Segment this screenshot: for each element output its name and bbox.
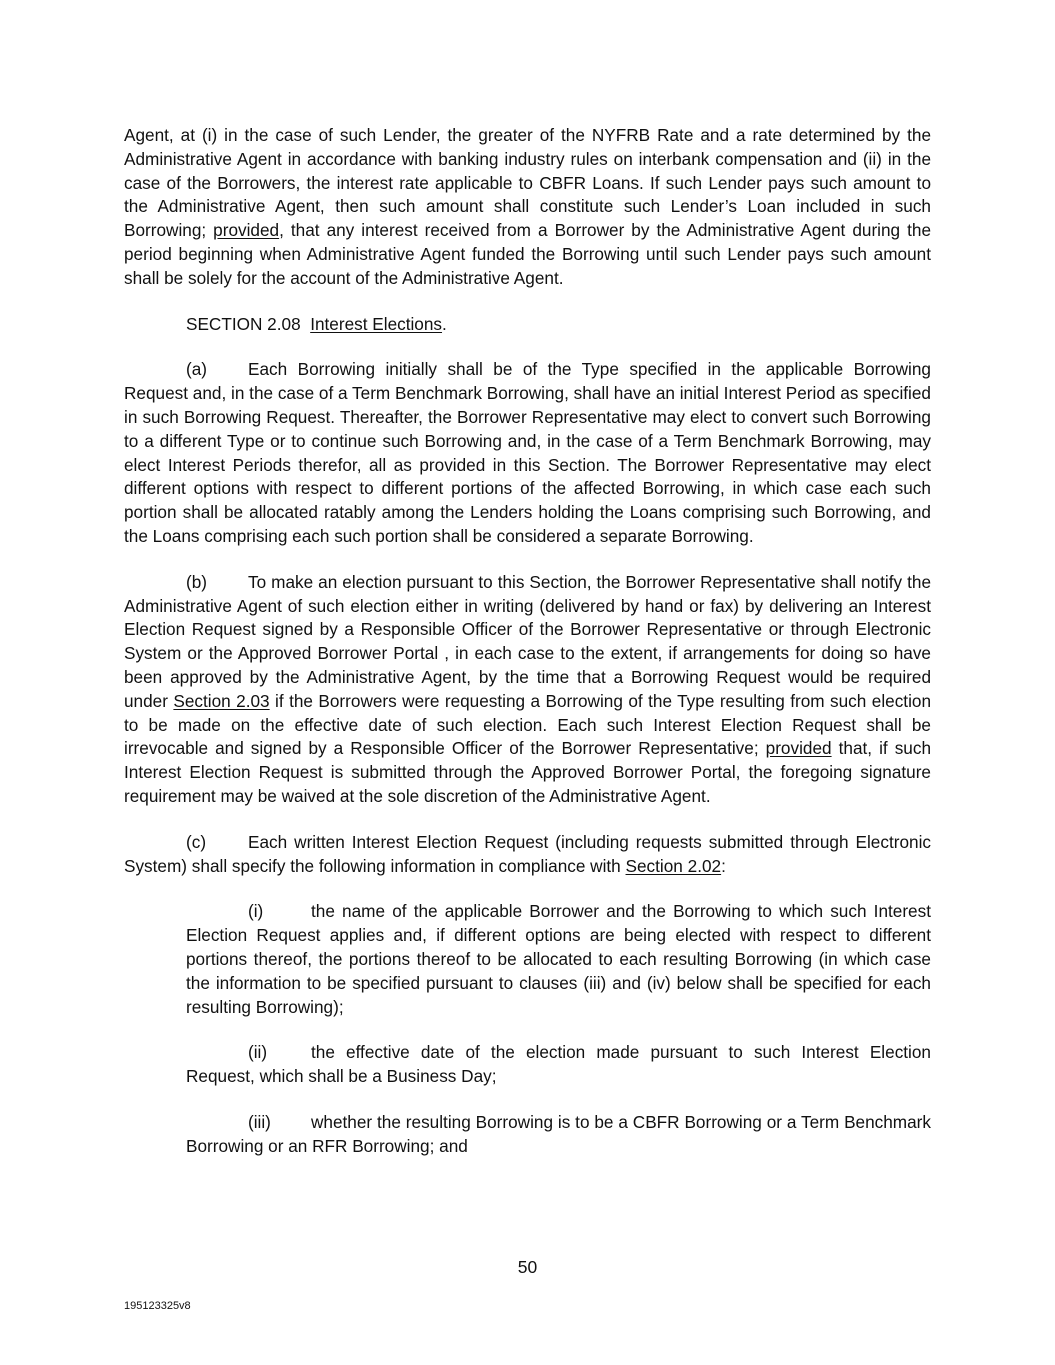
paragraph-label: (b) — [186, 571, 208, 592]
page-body — [124, 124, 931, 1158]
paragraph-b: (b) To make an election pursuant to this Section, the Borrower Representative shall notify the Administrative Agent of such election either in writing (delivered by hand or fax) by delivering an Interest Election Request signed by a Responsible Officer of the Borrower Representative or through Electronic System or the Approved Borrower Portal , in each case to the extent, if arrangements for doing so have been approved by the Administrative Agent, by the time that a Borrowing Request would be required under Section 2.03 if the Borrowers were requesting a Borrowing of the Type resulting from such election to be made on the effective date of such election. Each such Interest Election Request shall be irrevocable and signed by a Responsible Officer of the Borrower Representative; provided that, if such Interest Election Request is submitted through the Approved Borrower Portal, the foregoing signature requirement may be waived at the sole discretion of the Administrative Agent. — [124, 571, 932, 806]
clause-iii: (iii) whether the resulting Borrowing is to be a CBFR Borrowing or a Term Benchmark Borrowing or an RFR Borrowing; and — [186, 1111, 931, 1156]
clause-label: (iii) — [248, 1111, 271, 1132]
page-number: 50 — [517, 1257, 538, 1277]
clause-ii: (ii) the effective date of the election made pursuant to such Interest Election Request, which shall be a Business Day; — [186, 1042, 931, 1087]
provided-term: provided — [213, 220, 280, 241]
provided-term: provided — [765, 738, 832, 759]
paragraph-a: (a) Each Borrowing initially shall be of the Type specified in the applicable Borrowing Request and, in the case of a Term Benchmark Borrowing, shall have an initial Interest Period as specified in such Borrowing Request. Thereafter, the Borrower Representative may elect to convert such Borrowing to a different Type or to continue such Borrowing and, in the case of a Term Benchmark Borrowing, may elect Interest Periods therefor, all as provided in this Section. The Borrower Representative may elect different options with respect to different portions of the affected Borrowing, in which case each such portion shall be allocated ratably among the Lenders holding the Loans comprising such Borrowing, and the Loans comprising each such portion shall be considered a separate Borrowing. — [124, 359, 931, 546]
section-number: SECTION 2.08 — [186, 313, 301, 334]
paragraph-c: (c) Each written Interest Election Request (including requests submitted through Electronic System) shall specify the following information in compliance with Section 2.02: — [124, 831, 931, 876]
clause-label: (i) — [248, 901, 264, 922]
clause-label: (ii) — [248, 1042, 268, 1063]
clause-i: (i) the name of the applicable Borrower and the Borrowing to which such Interest Election Request applies and, if different options are being elected with respect to different portions thereof, the portions thereof to be allocated to each resulting Borrowing (in which case the information to be specified pursuant to clauses (iii) and (iv) below shall be specified for each resulting Borrowing); — [186, 901, 931, 1017]
continued-paragraph: Agent, at (i) in the case of such Lender, the greater of the NYFRB Rate and a rate determined by the Administrative Agent in accordance with banking industry rules on interbank compensation and (ii) in the case of the Borrowers, the interest rate applicable to CBFR Loans. If such Lender pays such amount to the Administrative Agent, then such amount shall constitute such Lender’s Loan included in such Borrowing; provided, that any interest received from a Borrower by the Administrative Agent during the period beginning when Administrative Agent funded the Borrowing until such Lender pays such amount shall be solely for the account of the Administrative Agent. — [124, 125, 931, 288]
section-title: Interest Elections — [310, 313, 443, 334]
section-reference: Section 2.03 — [173, 690, 270, 711]
section-heading: SECTION 2.08 Interest Elections. — [186, 313, 447, 334]
paragraph-label: (c) — [186, 831, 207, 852]
paragraph-label: (a) — [186, 359, 208, 380]
section-reference: Section 2.02 — [625, 855, 722, 876]
document-id: 195123325v8 — [124, 1300, 191, 1312]
